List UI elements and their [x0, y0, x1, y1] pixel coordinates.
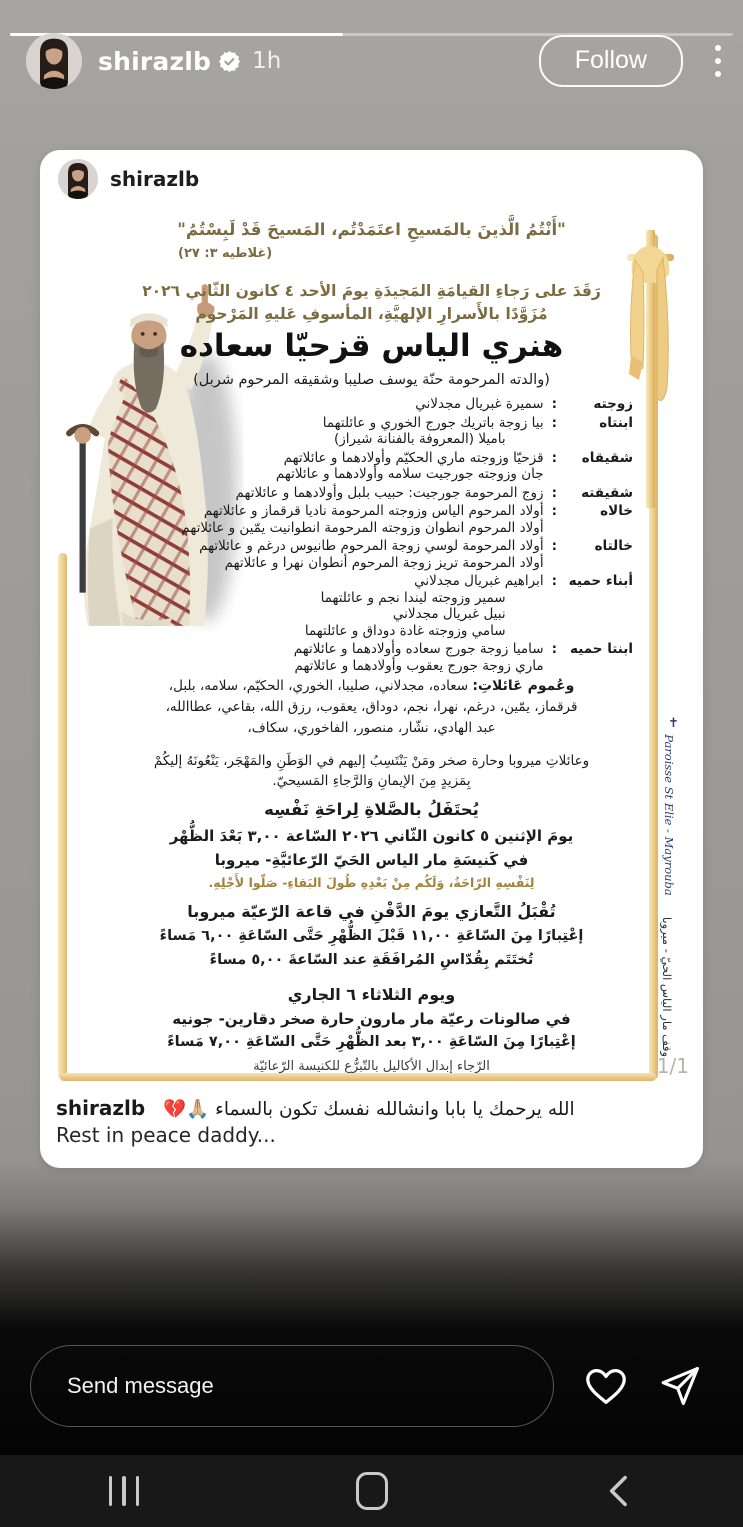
story-timestamp: 1h	[252, 48, 282, 74]
condolences-line-2: تُختَتَم بِقُدّاسِ المُرافَقَةِ عند السّاعةَ ٥,٠٠ مساءً	[209, 952, 534, 968]
story-header	[26, 30, 725, 92]
card-username[interactable]: shirazlb	[110, 167, 200, 191]
share-paper-plane-icon[interactable]	[656, 1362, 704, 1410]
back-button[interactable]	[495, 1455, 743, 1527]
mourning-paragraph: وعائلاتِ ميروبا وحارة صخر ومَنْ يَنْتَسِبُ إليهم في الوَطَنِ والمَهْجَر، يَنْعُونَهُ إليكُمْ بِمَزيدٍ مِنَ الإيمانِ وَالرَّجاءِ المَسيحيّ.	[153, 753, 590, 789]
avatar[interactable]	[26, 33, 82, 89]
caption-arabic: الله يرحمك يا بابا وانشالله نفسك تكون بالسماء 🙏🏼💔	[163, 1099, 575, 1120]
tuesday-line-1: في صالونات رعيّة مار مارون حارة صخر دقارين- جونيه	[172, 1010, 571, 1028]
scripture-verse: "أَنْتُمُ الَّذينَ بالمَسيحِ اعتَمَدْتُم، المَسيحَ قَدْ لَبِسْتُمُ"	[177, 220, 566, 239]
extended-families-paragraph: وعُموم عَائلاتِ: سعاده، مجدلاني، صليبا، الخوري، الحكيّم، سلامه، بلبل، قرقماز، يمّين، درغم، نهرا، نجم، دوداق، يعقوب، رزق الله، بقاعي، عطاالله، عبد الهادي، نشّار، منصور، الفاخوري، سكاف،	[165, 678, 578, 736]
obituary-document	[40, 208, 703, 1093]
parents-note: (والدته المرحومة حنّة يوسف صليبا وشقيقه المرحوم شربل)	[193, 372, 550, 388]
family-row: خالتاه : أولاد المرحومة لوسي زوجة المرحوم طانيوس درغم و عائلاتهم أولاد المرحومة تريز زوجة المرحوم أنطوان نهرا و عائلاتهم	[199, 538, 633, 571]
more-options-icon[interactable]	[711, 41, 725, 81]
wreaths-note: الرّجاء إبدال الأكاليل بالتّبرُّع للكنيسة الرّعائيّة	[253, 1059, 490, 1074]
follow-button[interactable]: Follow	[539, 35, 683, 87]
prayer-line-2: في كَنيسَةِ مار الياس الحَيّ الرّعائيَّةِ- ميروبا	[214, 851, 529, 869]
prayer-gold-line: لِنَفْسِهِ الرّاحَةُ، وَلَكُم مِنْ بَعْدِهِ طُولَ البَقاءِ- صَلّوا لأَجْلِهِ.	[208, 875, 535, 890]
verified-badge-icon	[219, 51, 240, 72]
intro-line-1: رَقَدَ على رَجاءِ القيامَةِ المَجيدَةِ يومَ الأحد ٤ كانون الثّاني ٢٠٢٦	[142, 282, 601, 300]
recents-icon	[109, 1476, 140, 1506]
family-row: خالاه : أولاد المرحوم الياس وزوجته المرحومة ناديا قرقماز و عائلاتهم أولاد المرحوم انطوان وزوجته المرحومة انطوانيت يمّين و عائلاتهم	[181, 503, 633, 536]
family-list	[135, 396, 633, 676]
shared-post-card	[40, 150, 703, 1168]
post-caption	[56, 1096, 689, 1147]
side-cross-icon: ✝	[668, 716, 679, 731]
family-row: شقيقاه : قزحيّا وزوجته ماري الحكيّم وأولادهما و عائلاتهم جان وزوجته جورجيت سلامه وأولادهما و عائلاتهم	[275, 449, 633, 482]
like-heart-icon[interactable]	[582, 1362, 630, 1410]
back-icon	[604, 1474, 634, 1508]
card-header	[40, 150, 703, 208]
condolences-heading: تُقْبَلُ التَّعازي يومَ الدَّفْنِ في قاعة الرّعيّة ميروبا	[187, 902, 556, 921]
message-composer	[0, 1338, 743, 1434]
family-row: ابنتا حميه : ساميا زوجة جورج سعاده وأولادهما و عائلاتهم ماري زوجة جورج يعقوب وأولادهما و عائلاتهم	[293, 641, 633, 674]
prayer-line-1: يومَ الإثنين ٥ كانون الثّاني ٢٠٢٦ السّاعة ٣,٠٠ بَعْدَ الظُّهْر	[169, 827, 574, 845]
family-row: زوجته : سميرة غبريال مجدلاني	[415, 396, 633, 412]
deceased-name: هنري الياس قزحيّا سعاده	[179, 328, 564, 364]
gold-ribbon-bottom	[60, 1073, 656, 1081]
prayer-heading: يُحتَفَلُ بالصَّلاةِ لِراحَةِ نَفْسِه	[264, 800, 479, 819]
home-button[interactable]	[248, 1455, 496, 1527]
caption-username[interactable]: shirazlb	[56, 1096, 146, 1120]
family-row: ابنتاه : بيا زوجة باتريك جورج الخوري و عائلتهما باميلا (المعروفة بالفنانة شيراز)	[322, 414, 633, 447]
tuesday-heading: ويوم الثلاثاء ٦ الجاري	[287, 985, 456, 1004]
android-navbar	[0, 1455, 743, 1527]
story-username[interactable]: shirazlb	[98, 46, 212, 76]
family-row: شقيقته : زوج المرحومة جورجيت: حبيب بلبل وأولادهما و عائلاتهم	[235, 484, 633, 501]
send-message-input[interactable]	[30, 1345, 554, 1427]
condolences-line-1: إعْتِبارًا مِنَ السّاعَةِ ١١,٠٠ قَبْلَ الظُّهْرِ حَتَّى السّاعَةِ ٦,٠٠ مَساءً	[159, 928, 584, 944]
caption-english: Rest in peace daddy...	[56, 1123, 276, 1147]
intro-line-2: مُزَوَّدًا بالأَسرارِ الإلهيَّةِ، المأسوفِ عَليهِ المَرْحوم	[195, 305, 548, 323]
page-indicator: 1/1	[656, 1054, 689, 1078]
scripture-reference: (غلاطيه ٣: ٢٧)	[178, 246, 273, 261]
tuesday-line-2: إعْتِبارًا مِنَ السّاعَةِ ٣,٠٠ بعد الظُّهْرِ حَتَّى السّاعَةِ ٧,٠٠ مَساءً	[167, 1034, 576, 1050]
card-avatar[interactable]	[58, 159, 98, 199]
side-text-arabic: وقف مار الياس الحيّ - ميروبا	[660, 916, 674, 1058]
family-row: أبناء حميه : ابراهيم غبريال مجدلاني سمير وزوجته ليندا نجم و عائلتهما نبيل غبريال مجدلاني سامي وزوجته غادة دوداق و عائلتهما	[304, 573, 633, 639]
recents-button[interactable]	[0, 1455, 248, 1527]
side-text-french: Paroisse St Elie - Mayrouba	[662, 734, 676, 896]
home-icon	[356, 1472, 388, 1510]
